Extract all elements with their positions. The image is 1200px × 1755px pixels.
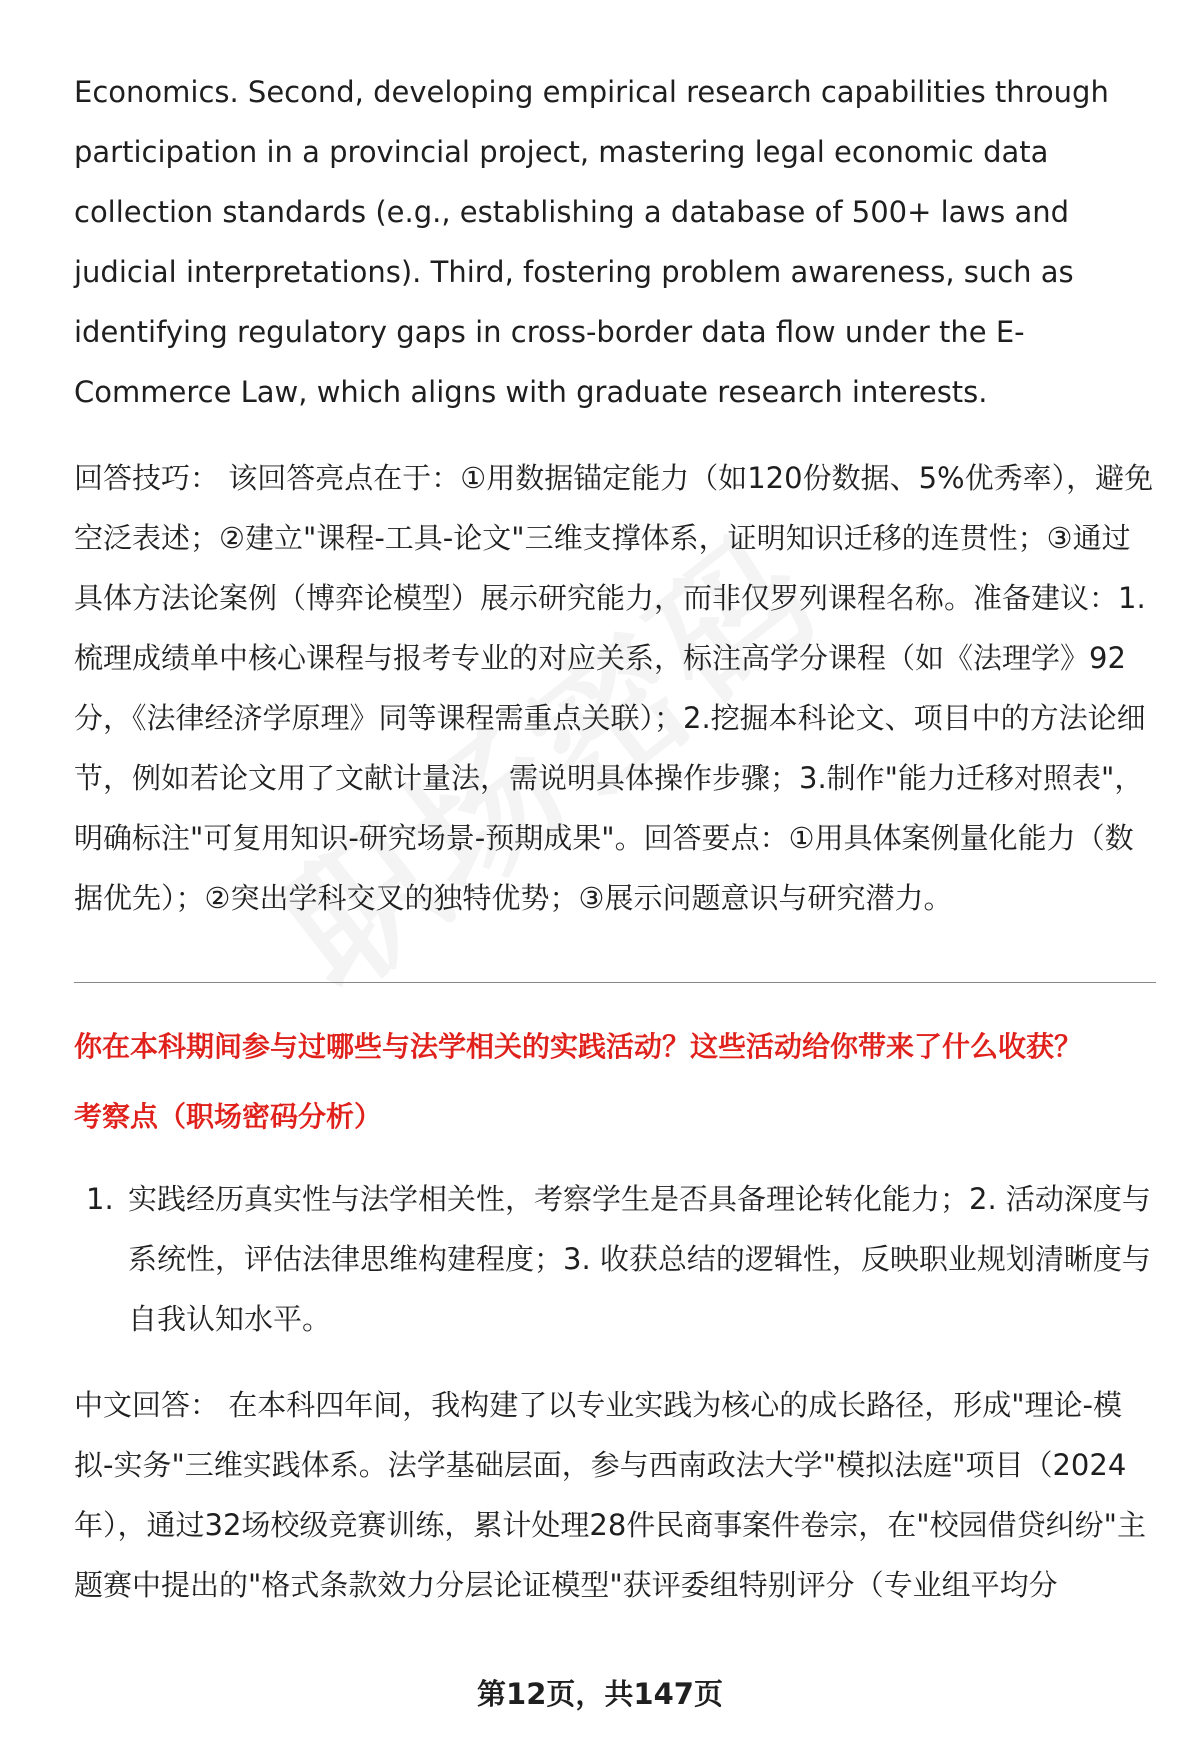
- question-heading: 你在本科期间参与过哪些与法学相关的实践活动？这些活动给你带来了什么收获？: [74, 1030, 1083, 1063]
- page-footer: 第12页，共147页: [477, 1677, 723, 1711]
- assessment-points-list: [74, 1169, 1156, 1349]
- intro-paragraph: Economics. Second, developing empirical research capabilities through participation in a provincial project, mastering legal economic data collection standards (e.g., establishing a database of 500+ laws and judicial interpretations). Third, fostering problem awareness, such as identifying regulatory gaps in cross-border data flow under the E-Commerce Law, which aligns with graduate research interests.: [74, 75, 1109, 409]
- list-item-text: 实践经历真实性与法学相关性，考察学生是否具备理论转化能力；2. 活动深度与系统性，评估法律思维构建程度；3. 收获总结的逻辑性，反映职业规划清晰度与自我认知水平。: [128, 1182, 1151, 1336]
- section-title: 考察点（职场密码分析）: [74, 1100, 383, 1133]
- answer-tips-paragraph: 回答技巧： 该回答亮点在于：①用数据锚定能力（如120份数据、5%优秀率），避免空泛表述；②建立"课程-工具-论文"三维支撑体系，证明知识迁移的连贯性；③通过具体方法论案例（博弈论模型）展示研究能力，而非仅罗列课程名称。准备建议：1.梳理成绩单中核心课程与报考专业的对应关系，标注高学分课程（如《法理学》92分，《法律经济学原理》同等课程需重点关联）；2.挖掘本科论文、项目中的方法论细节，例如若论文用了文献计量法，需说明具体操作步骤；3.制作"能力迁移对照表"，明确标注"可复用知识-研究场景-预期成果"。回答要点：①用具体案例量化能力（数据优先）；②突出学科交叉的独特优势；③展示问题意识与研究潜力。: [74, 461, 1154, 915]
- page-content: [74, 62, 1156, 1615]
- chinese-answer-paragraph: 中文回答： 在本科四年间，我构建了以专业实践为核心的成长路径，形成"理论-模拟-实务"三维实践体系。法学基础层面，参与西南政法大学"模拟法庭"项目（2024年），通过32场校级竞赛训练，累计处理28件民商事案件卷宗，在"校园借贷纠纷"主题赛中提出的"格式条款效力分层论证模型"获评委组特别评分（专业组平均分: [74, 1388, 1146, 1602]
- section-divider: [74, 982, 1156, 983]
- list-item: [74, 1169, 1156, 1349]
- list-item-number: 1.: [86, 1182, 114, 1216]
